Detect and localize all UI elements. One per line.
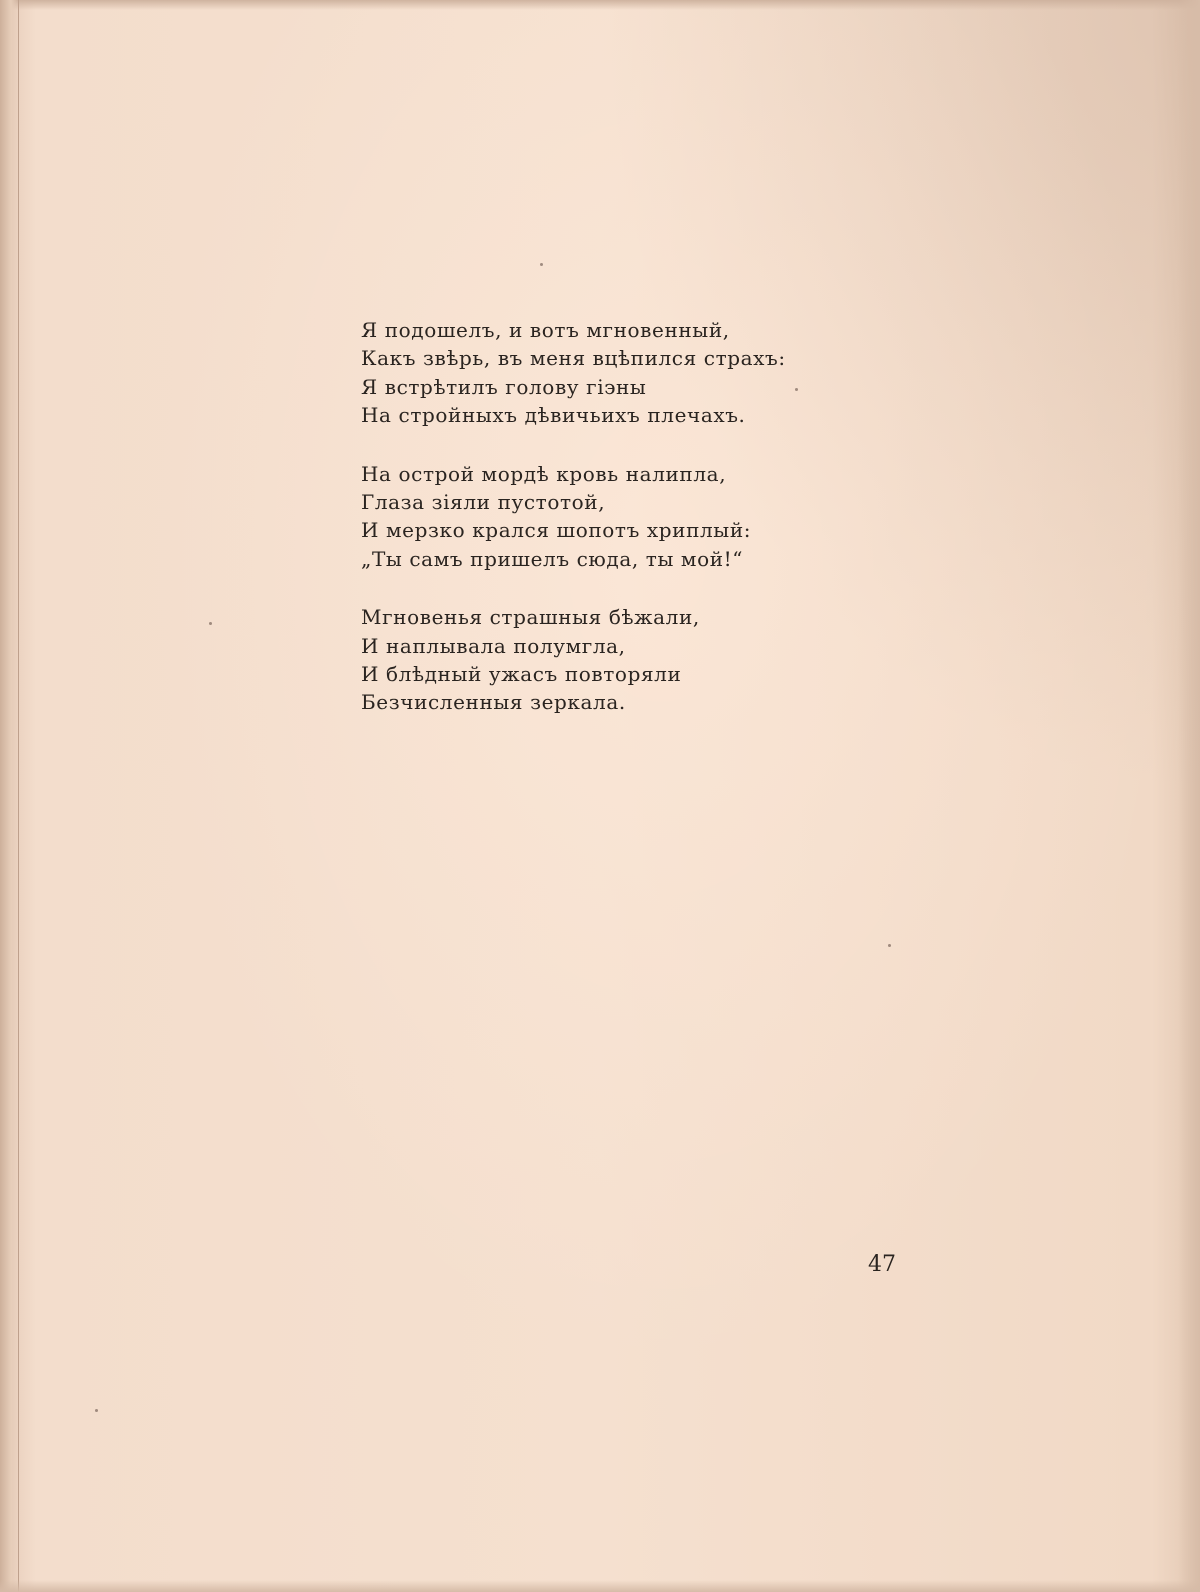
- poem-line: Я встрѣтилъ голову гіэны: [361, 374, 647, 399]
- page-top-edge: [0, 0, 1200, 10]
- poem-line: На острой мордѣ кровь налипла,: [361, 461, 727, 486]
- paper-speck: [540, 263, 543, 266]
- poem-line: „Ты самъ пришелъ сюда, ты мой!“: [361, 546, 744, 571]
- poem-line: Безчисленныя зеркала.: [361, 690, 626, 715]
- page-bottom-edge: [0, 1580, 1200, 1592]
- poem-line: И наплывала полумгла,: [361, 633, 626, 658]
- page-right-edge: [1178, 0, 1200, 1592]
- poem-line: Какъ звѣрь, въ меня вцѣпился страхъ:: [361, 346, 786, 371]
- stanza-2: [361, 460, 881, 574]
- poem-line: И блѣдный ужасъ повторяли: [361, 662, 682, 687]
- poem-text: [361, 316, 881, 747]
- page-spine-edge: [0, 0, 19, 1592]
- paper-speck: [95, 1409, 98, 1412]
- poem-line: Глаза зіяли пустотой,: [361, 490, 606, 515]
- paper-speck: [209, 622, 212, 625]
- stanza-1: [361, 316, 881, 430]
- poem-line: Я подошелъ, и вотъ мгновенный,: [361, 318, 730, 342]
- poem-line: Мгновенья страшныя бѣжали,: [361, 605, 700, 630]
- poem-line: И мерзко крался шопотъ хриплый:: [361, 518, 752, 543]
- stanza-3: [361, 603, 881, 717]
- poem-line: На стройныхъ дѣвичьихъ плечахъ.: [361, 403, 746, 428]
- paper-speck: [888, 944, 891, 947]
- page-number: 47: [868, 1252, 896, 1277]
